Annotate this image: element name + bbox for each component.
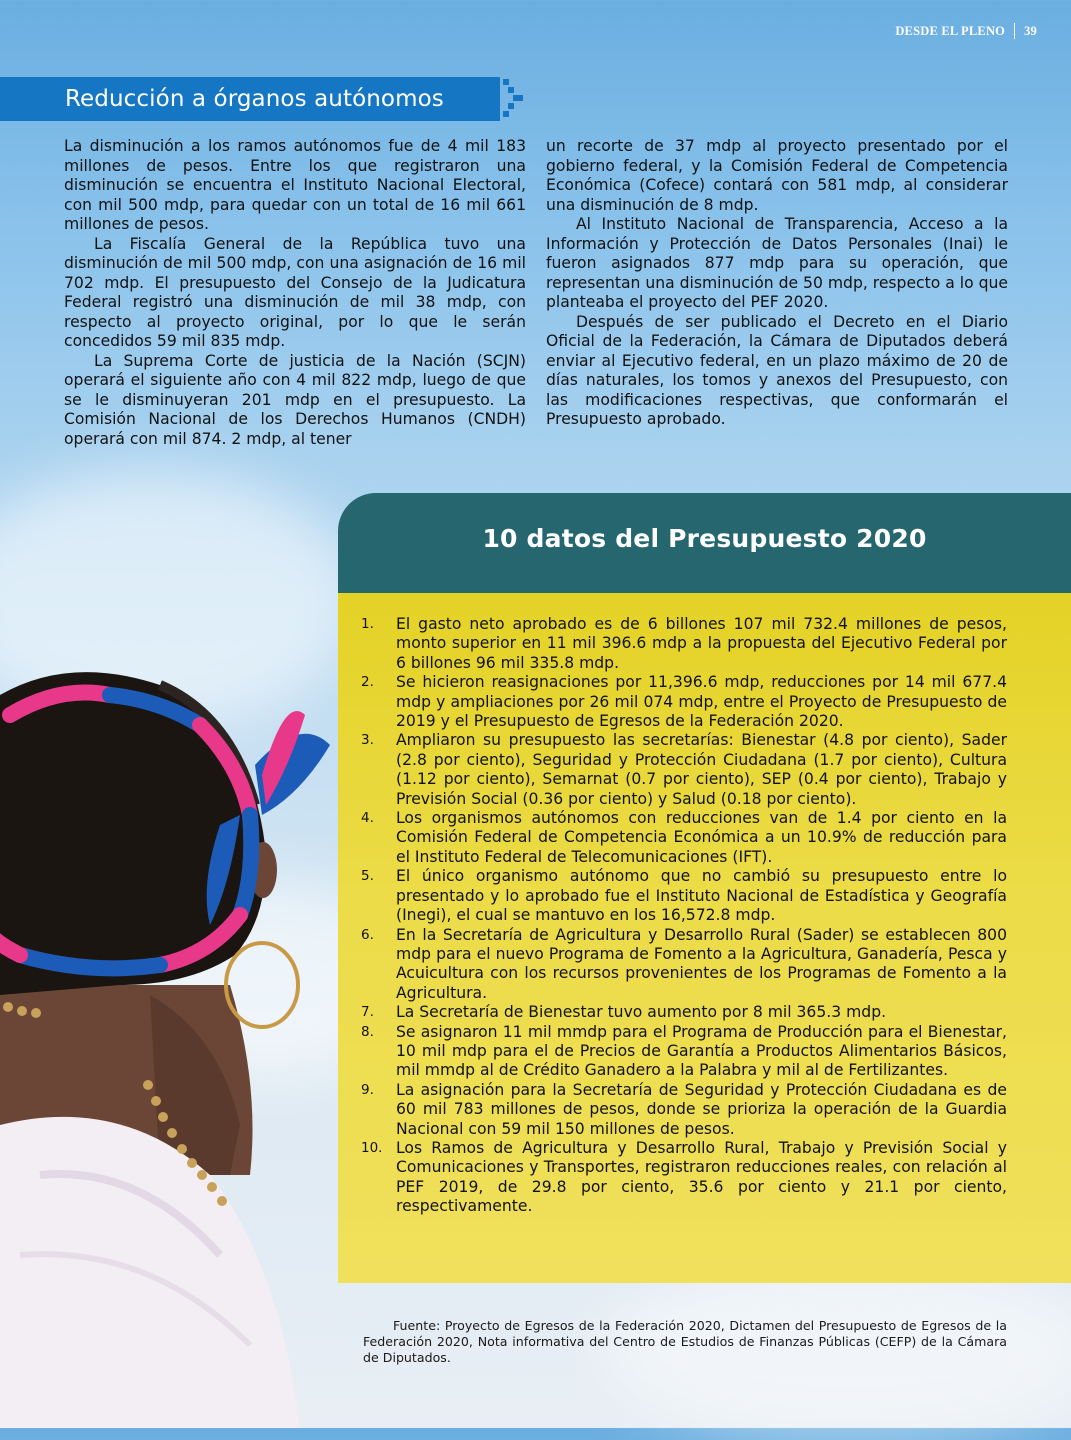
source-note	[363, 1318, 1007, 1366]
running-head	[895, 23, 1037, 39]
list-item-number: 3.	[361, 732, 374, 749]
list-item-text: Los Ramos de Agricultura y Desarrollo Rural, Trabajo y Previsión Social y Comunicaciones y Transportes, registraron reducciones reales, con relación al PEF 2019, de 29.8 por ciento, 35.6 por ciento y 21.1 por ciento, respectivamente.	[396, 1138, 1007, 1216]
article-left-column	[64, 137, 526, 449]
facts-list	[361, 615, 1007, 1217]
list-item-text: Ampliaron su presupuesto las secretarías: Bienestar (4.8 por ciento), Sader (2.8 por ciento), Seguridad y Protección Ciudadana (1.7 por ciento), Cultura (1.12 por ciento), Semarnat (0.7 por ciento), SEP (0.4 por ciento), Trabajo y Previsión Social (0.36 por ciento) y Salud (0.18 por ciento).	[396, 731, 1007, 808]
woman-ribbons-photo	[0, 655, 340, 1428]
list-item	[361, 1023, 1007, 1081]
page-number: 39	[1024, 23, 1037, 38]
list-item-number: 7.	[361, 1004, 374, 1021]
paragraph: Al Instituto Nacional de Transparencia, Acceso a la Información y Protección de Datos Personales (Inai) le fueron asignados 877 mdp para su operación, que representan una disminución de 50 mdp, respecto a lo que planteaba el proyecto del PEF 2020.	[546, 215, 1008, 311]
list-item-text: Los organismos autónomos con reducciones van de 1.4 por ciento en la Comisión Federal de Competencia Económica a un 10.9% de reducción para el Instituto Federal de Telecomunicaciones (IFT).	[396, 809, 1007, 866]
list-item-text: La Secretaría de Bienestar tuvo aumento por 8 mil 365.3 mdp.	[396, 1003, 887, 1022]
list-item	[361, 1003, 1007, 1022]
list-item	[361, 867, 1007, 925]
source-text: Fuente: Proyecto de Egresos de la Federación 2020, Dictamen del Presupuesto de Egresos de la Federación 2020, Nota informativa del Centro de Estudios de Finanzas Públicas (CEFP) de la Cámara de Diputados.	[363, 1318, 1007, 1365]
list-item-number: 2.	[361, 674, 374, 691]
list-item	[361, 1139, 1007, 1217]
list-item	[361, 926, 1007, 1004]
list-item-text: Se asignaron 11 mil mmdp para el Programa de Producción para el Bienestar, 10 mil mdp para el de Precios de Garantía a Productos Alimentarios Básicos, mil mmdp al de Crédito Ganadero a la Palabra y mil al de Fertilizantes.	[396, 1022, 1007, 1080]
list-item-number: 4.	[361, 810, 374, 827]
section-title: Reducción a órganos autónomos	[65, 86, 444, 112]
paragraph: un recorte de 37 mdp al proyecto presentado por el gobierno federal, y la Comisión Federal de Competencia Económica (Cofece) contará con 581 mdp, al considerar una disminución de 8 mdp.	[546, 137, 1008, 214]
article-right-column	[546, 137, 1008, 430]
list-item-number: 1.	[361, 616, 374, 632]
list-item-number: 6.	[361, 926, 374, 943]
section-banner	[0, 77, 500, 121]
list-item	[361, 673, 1007, 731]
paragraph: Después de ser publicado el Decreto en el Diario Oficial de la Federación, la Cámara de Diputados deberá enviar al Ejecutivo federal, en un plazo máximo de 20 de días naturales, los tomos y anexos del Presupuesto, con las modificaciones respectivas, que conformarán el Presupuesto aprobado.	[546, 312, 1008, 428]
list-item-number: 9.	[361, 1081, 374, 1098]
list-item-text: El gasto neto aprobado es de 6 billones 107 mil 732.4 millones de pesos, monto superior en 11 mil 396.6 mdp a la propuesta del Ejecutivo Federal por 6 billones 96 mil 335.8 mdp.	[396, 615, 1007, 672]
list-item-number: 5.	[361, 868, 374, 885]
list-item-text: El único organismo autónomo que no cambió su presupuesto entre lo presentado y lo aprobado fue el Instituto Nacional de Estadística y Geografía (Inegi), el cual se mantuvo en los 16,572.8 mdp.	[396, 867, 1007, 925]
facts-box-header	[338, 493, 1071, 593]
list-item-text: La asignación para la Secretaría de Seguridad y Protección Ciudadana es de 60 mil 783 millones de pesos, donde se prioriza la operación de la Guardia Nacional con 59 mil 150 millones de pesos.	[396, 1080, 1007, 1138]
list-item-number: 10.	[361, 1139, 383, 1156]
running-head-divider	[1014, 23, 1015, 39]
paragraph: La Fiscalía General de la República tuvo una disminución de mil 500 mdp, con una asignación de 16 mil 702 mdp. El presupuesto del Consejo de la Judicatura Federal registró una disminución de mil 38 mdp, con respecto al proyecto original, por lo que le serán concedidos 59 mil 835 mdp.	[64, 234, 526, 350]
list-item-text: En la Secretaría de Agricultura y Desarrollo Rural (Sader) se establecen 800 mdp para el nuevo Programa de Fomento a la Agricultura, Ganadería, Pesca y Acuicultura con los recursos provenientes de los Programas de Fomento a la Agricultura.	[396, 925, 1007, 1002]
paragraph: La disminución a los ramos autónomos fue de 4 mil 183 millones de pesos. Entre los que registraron una disminución se encuentra el Instituto Nacional Electoral, con mil 500 mdp, para quedar con un total de 16 mil 661 millones de pesos.	[64, 137, 526, 233]
list-item	[361, 1081, 1007, 1139]
paragraph: La Suprema Corte de justicia de la Nación (SCJN) operará el siguiente año con 4 mil 822 mdp, luego de que se le disminuyeran 201 mdp en el presupuesto. La Comisión Nacional de los Derechos Humanos (CNDH) operará con mil 874. 2 mdp, al tener	[64, 351, 526, 448]
list-item-number: 8.	[361, 1023, 374, 1040]
list-item	[361, 809, 1007, 867]
list-item	[361, 731, 1007, 809]
banner-decoration	[503, 79, 525, 119]
running-head-section: DESDE EL PLENO	[895, 23, 1006, 38]
list-item-text: Se hicieron reasignaciones por 11,396.6 mdp, reducciones por 14 mil 677.4 mdp y ampliaciones por 26 mil 074 mdp, entre el Proyecto de Presupuesto de 2019 y el Presupuesto de Egresos de la Federación 2020.	[396, 673, 1007, 731]
list-item	[361, 615, 1007, 673]
facts-box-title: 10 datos del Presupuesto 2020	[482, 523, 927, 553]
